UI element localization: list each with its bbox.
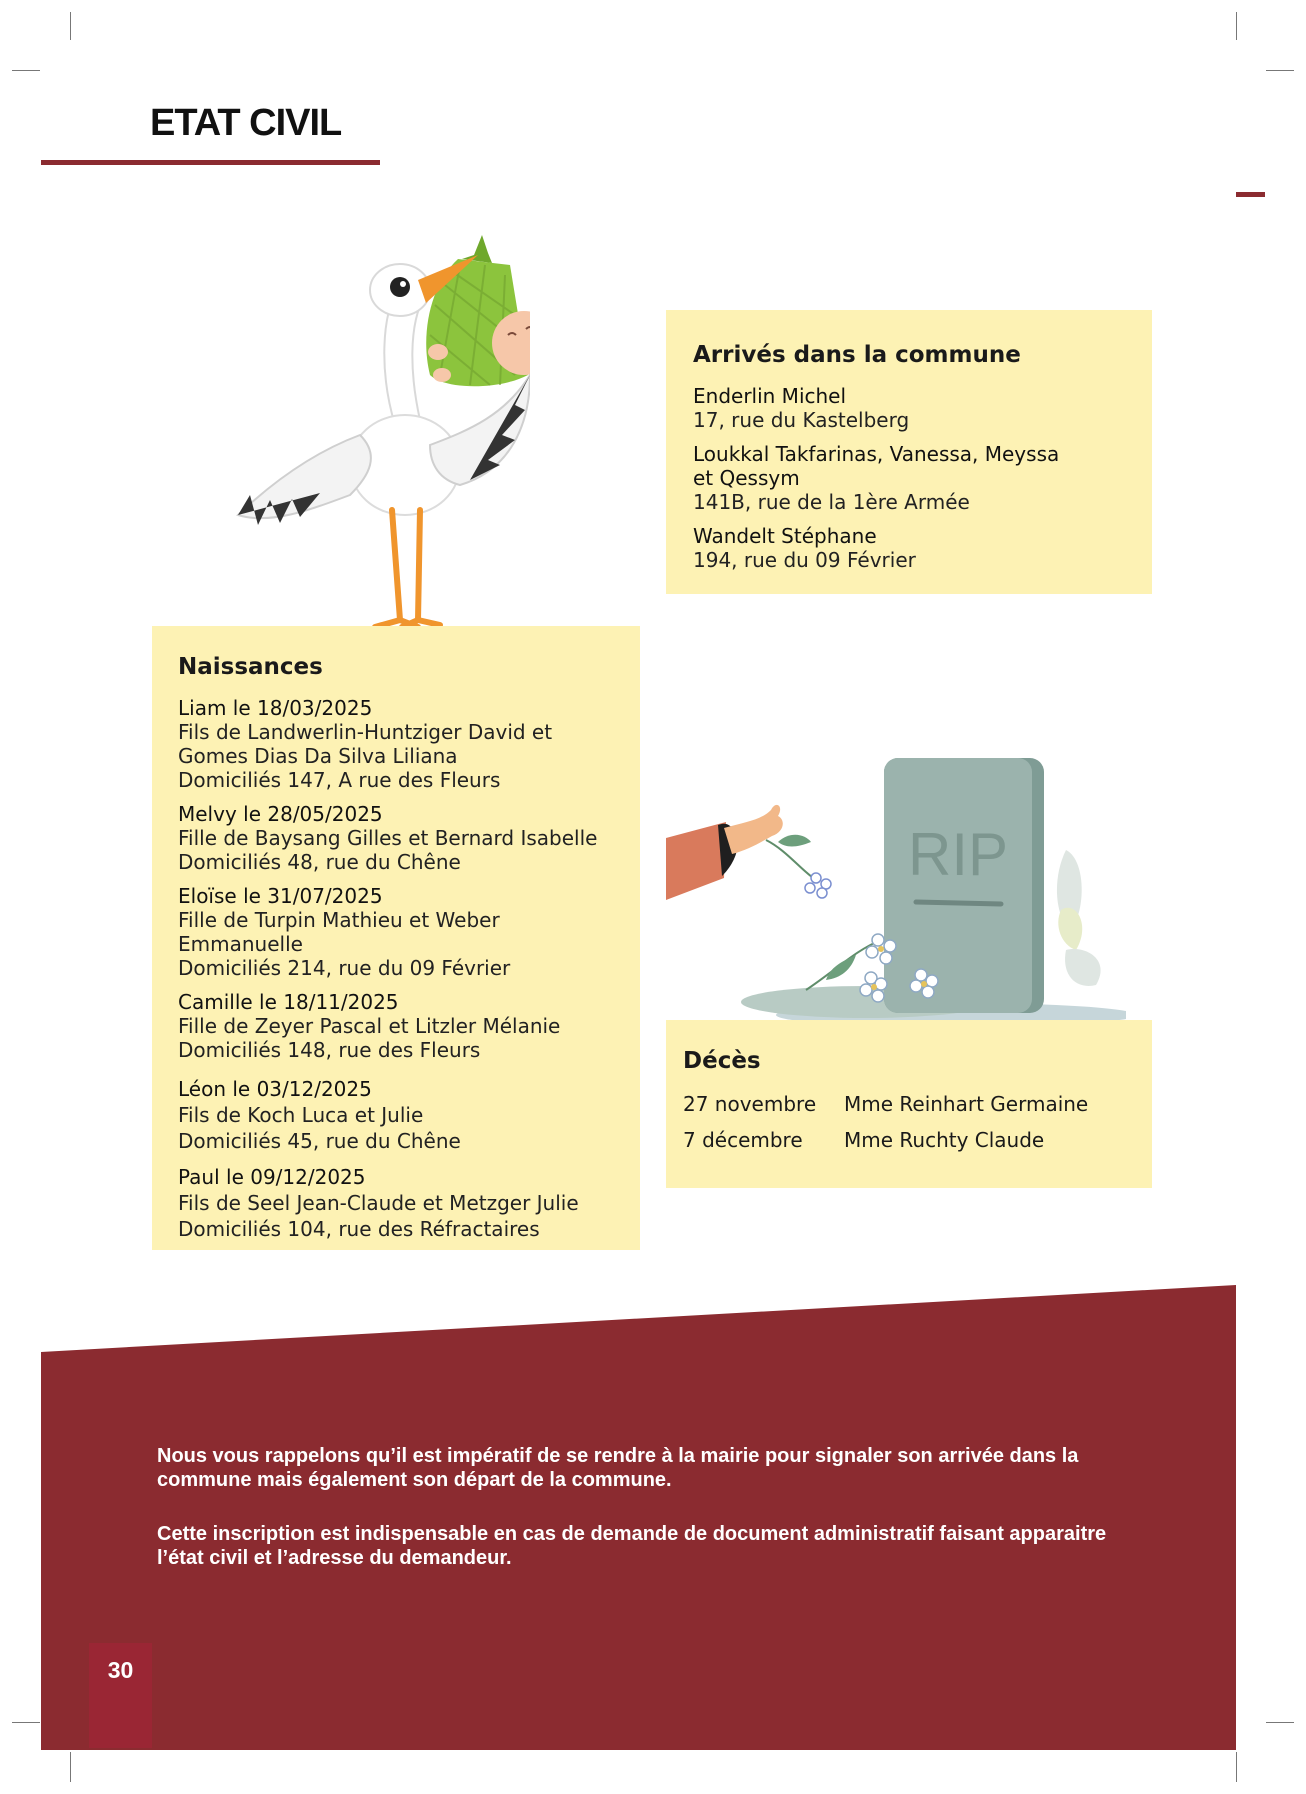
death-name: Mme Ruchty Claude bbox=[844, 1128, 1045, 1152]
page-number-tab bbox=[89, 1643, 152, 1748]
arrival-address: 17, rue du Kastelberg bbox=[693, 408, 910, 432]
birth-parents: Fille de Baysang Gilles et Bernard Isabelle bbox=[178, 826, 598, 850]
birth-address: Domiciliés 148, rue des Fleurs bbox=[178, 1038, 481, 1062]
birth-name: Eloïse le 31/07/2025 bbox=[178, 884, 383, 908]
page-title: ETAT CIVIL bbox=[150, 102, 342, 144]
birth-name: Camille le 18/11/2025 bbox=[178, 990, 399, 1014]
arrival-name: Enderlin Michel bbox=[693, 384, 847, 408]
death-name: Mme Reinhart Germaine bbox=[844, 1092, 1089, 1116]
birth-address: Domiciliés 48, rue du Chêne bbox=[178, 850, 461, 874]
birth-parents: Fille de Turpin Mathieu et Weber Emmanuelle bbox=[178, 908, 500, 956]
arrival-name: Loukkal Takfarinas, Vanessa, Meyssa et Qessym bbox=[693, 442, 1060, 490]
births-heading: Naissances bbox=[178, 654, 323, 680]
arrivals-heading: Arrivés dans la commune bbox=[693, 342, 1021, 368]
birth-parents: Fils de Seel Jean-Claude et Metzger Julie bbox=[178, 1191, 579, 1215]
arrival-name: Wandelt Stéphane bbox=[693, 524, 877, 548]
deaths-heading: Décès bbox=[683, 1048, 761, 1074]
birth-address: Domiciliés 45, rue du Chêne bbox=[178, 1129, 461, 1153]
arrival-address: 141B, rue de la 1ère Armée bbox=[693, 490, 970, 514]
birth-parents: Fils de Koch Luca et Julie bbox=[178, 1103, 424, 1127]
death-date: 7 décembre bbox=[683, 1128, 803, 1152]
birth-parents: Fils de Landwerlin-Huntziger David et Gomes Dias Da Silva Liliana bbox=[178, 720, 553, 768]
birth-name: Léon le 03/12/2025 bbox=[178, 1077, 372, 1101]
birth-address: Domiciliés 214, rue du 09 Février bbox=[178, 956, 511, 980]
birth-name: Liam le 18/03/2025 bbox=[178, 696, 373, 720]
birth-parents: Fille de Zeyer Pascal et Litzler Mélanie bbox=[178, 1014, 561, 1038]
birth-name: Paul le 09/12/2025 bbox=[178, 1165, 366, 1189]
tombstone-rip-text: RIP bbox=[907, 821, 1009, 888]
notice-paragraph-1: Nous vous rappelons qu’il est impératif de se rendre à la mairie pour signaler son arrivée dans la commune mais également son départ de la commune. bbox=[157, 1445, 1079, 1491]
birth-address: Domiciliés 147, A rue des Fleurs bbox=[178, 768, 501, 792]
birth-address: Domiciliés 104, rue des Réfractaires bbox=[178, 1217, 540, 1241]
death-date: 27 novembre bbox=[683, 1092, 817, 1116]
arrival-address: 194, rue du 09 Février bbox=[693, 548, 916, 572]
birth-name: Melvy le 28/05/2025 bbox=[178, 802, 383, 826]
notice-paragraph-2: Cette inscription est indispensable en cas de demande de document administratif faisant apparaitre l’état civil et l’adresse du demandeur. bbox=[157, 1523, 1107, 1569]
page-number: 30 bbox=[107, 1657, 134, 1683]
